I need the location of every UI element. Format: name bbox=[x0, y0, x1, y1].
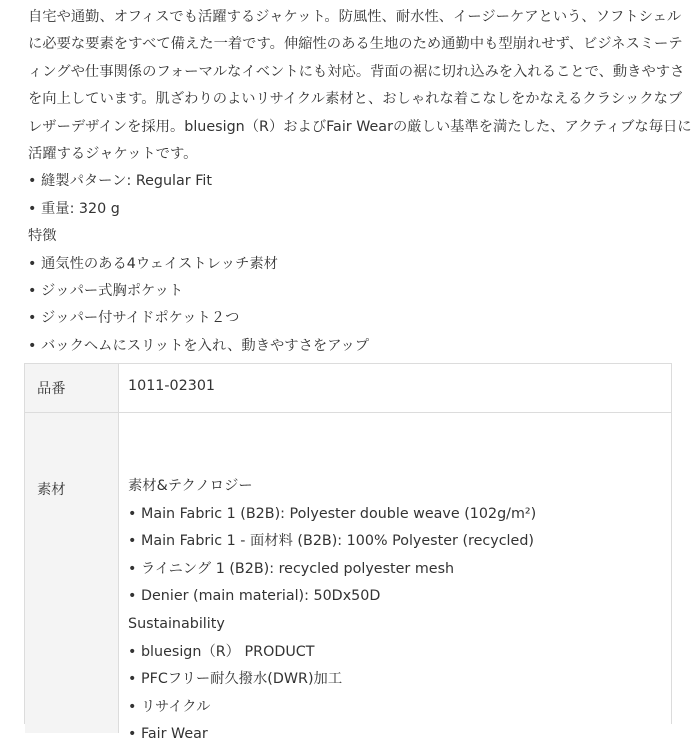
sustainability-heading: Sustainability bbox=[128, 615, 225, 632]
material-heading: 素材&テクノロジー bbox=[128, 478, 253, 494]
item-number-value: 1011-02301 bbox=[128, 378, 216, 394]
features-heading: 特徴 bbox=[28, 228, 57, 245]
spec-label: 品番 bbox=[25, 364, 119, 412]
description-line: を向上しています。肌ざわりのよいリサイクル素材と、おしゃれな着こなしをかなえるクラシックなブ bbox=[28, 91, 683, 108]
description-paragraph bbox=[28, 4, 692, 168]
sustainability-item: • PFCフリー耐久撥水(DWR)加工 bbox=[128, 671, 343, 688]
spec-row-item-number bbox=[25, 364, 671, 413]
sustainability-item: • bluesign（R） PRODUCT bbox=[128, 643, 315, 660]
sustainability-item: • Fair Wear bbox=[128, 726, 208, 743]
sustainability-item: • リサイクル bbox=[128, 698, 211, 715]
spec-row-material bbox=[25, 413, 671, 743]
product-description bbox=[28, 4, 692, 360]
spec-value bbox=[119, 413, 671, 743]
description-line: 活躍するジャケットです。 bbox=[28, 146, 198, 163]
feature-item: • ジッパー式胸ポケット bbox=[28, 283, 184, 300]
description-line: に必要な要素をすべて備えた一着です。伸縮性のある生地のため通勤中も型崩れせず、ビジネスミーテ bbox=[28, 36, 683, 53]
spec-label: 素材 bbox=[25, 413, 119, 733]
feature-item: • バックヘムにスリットを入れ、動きやすさをアップ bbox=[28, 337, 370, 354]
material-item: • Main Fabric 1 (B2B): Polyester double weave (102g/m²) bbox=[128, 505, 537, 522]
spec-weight: • 重量: 320 g bbox=[28, 200, 120, 217]
description-line: ィングや仕事関係のフォーマルなイベントにも対応。背面の裾に切れ込みを入れることで、動きやすさ bbox=[28, 63, 685, 80]
description-line: レザーデザインを採用。bluesign（R）およびFair Wearの厳しい基準を満たした、アクティブな毎日に bbox=[28, 118, 692, 135]
material-item: • Main Fabric 1 - 面材料 (B2B): 100% Polyester (recycled) bbox=[128, 533, 534, 550]
material-item: • ライニング 1 (B2B): recycled polyester mesh bbox=[128, 560, 455, 577]
spec-fit: • 縫製パターン: Regular Fit bbox=[28, 173, 212, 190]
feature-item: • ジッパー付サイドポケット２つ bbox=[28, 310, 240, 327]
feature-item: • 通気性のある4ウェイストレッチ素材 bbox=[28, 255, 278, 272]
spec-value bbox=[119, 364, 671, 412]
product-spec-table bbox=[24, 363, 672, 743]
description-line: 自宅や通勤、オフィスでも活躍するジャケット。防風性、耐水性、イージーケアという、ソフトシェル bbox=[28, 9, 682, 25]
material-item: • Denier (main material): 50Dx50D bbox=[128, 588, 381, 605]
